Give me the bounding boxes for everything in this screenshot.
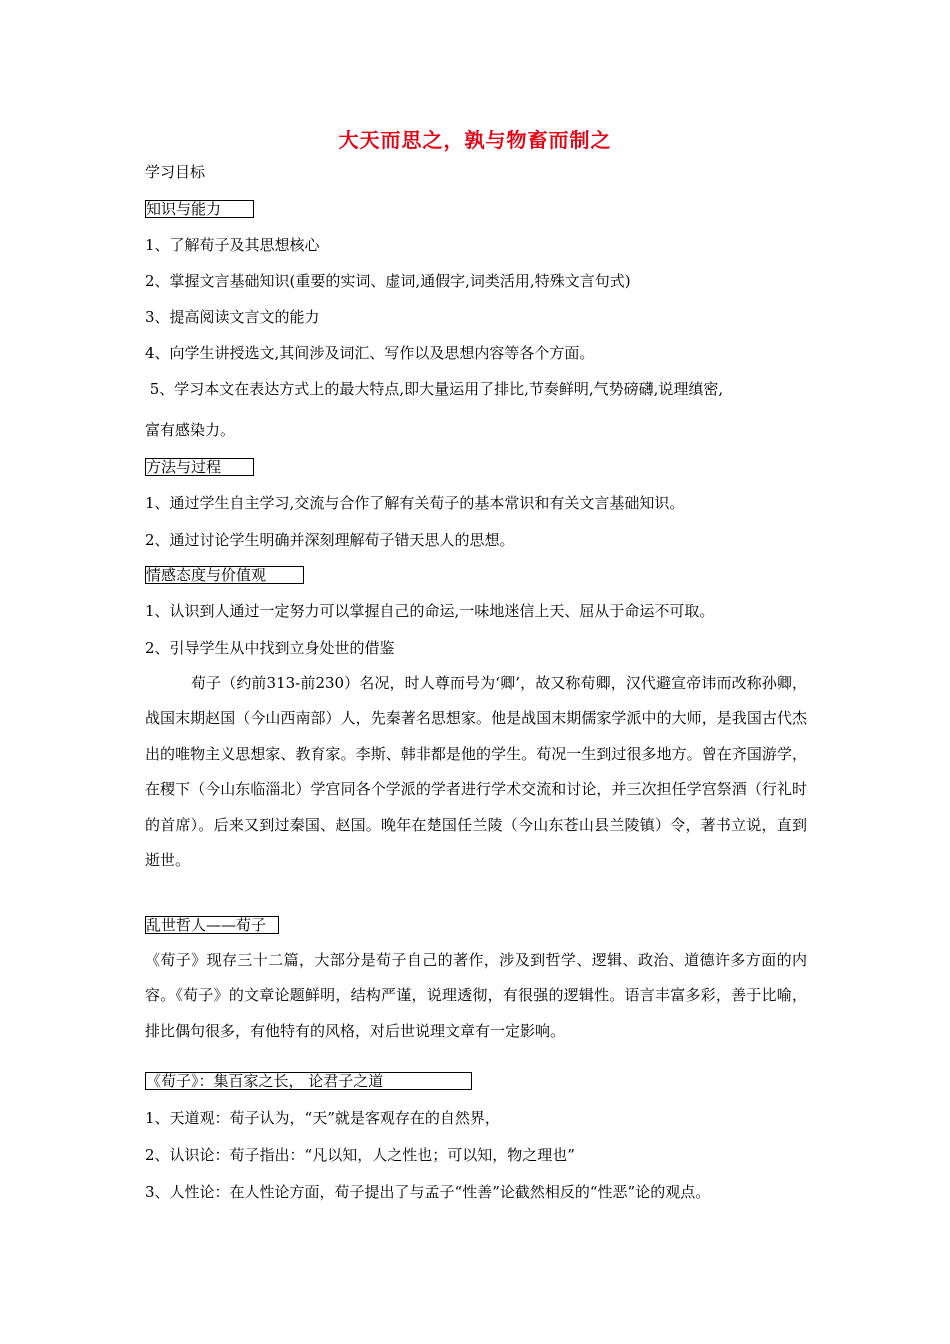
list-item: 3、提高阅读文言文的能力 bbox=[145, 308, 320, 326]
list-item: 2、掌握文言基础知识(重要的实词、虚词,通假字,词类活用,特殊文言句式) bbox=[145, 272, 631, 290]
document-title: 大天而思之，孰与物畜而制之 bbox=[338, 128, 612, 152]
section-label-knowledge: 知识与能力 bbox=[145, 200, 254, 218]
section-label-method: 方法与过程 bbox=[145, 458, 254, 476]
xunzi-paragraph: 《荀子》现存三十二篇，大部分是荀子自己的著作，涉及到哲学、逻辑、政治、道德许多方面的内容。《荀子》的文章论题鲜明，结构严谨，说理透彻，有很强的逻辑性。语言丰富多彩，善于比喻，排比偶句很多，有他特有的风格，对后世说理文章有一定影响。 bbox=[145, 951, 807, 1040]
list-item: 1、了解荀子及其思想核心 bbox=[145, 236, 320, 254]
section-heading: 学习目标 bbox=[145, 163, 206, 181]
list-item: 1、天道观：荀子认为，“天”就是客观存在的自然界， bbox=[145, 1109, 500, 1127]
list-item: 1、通过学生自主学习,交流与合作了解有关荀子的基本常识和有关文言基础知识。 bbox=[145, 494, 685, 512]
list-item: 2、引导学生从中找到立身处世的借鉴 bbox=[145, 639, 395, 657]
list-item: 5、学习本文在表达方式上的最大特点,即大量运用了排比,节奏鲜明,气势磅礴,说理缜密, bbox=[145, 380, 724, 398]
list-item: 3、人性论：在人性论方面，荀子提出了与孟子“性善”论截然相反的“性恶”论的观点。 bbox=[145, 1183, 711, 1201]
list-item: 2、通过讨论学生明确并深刻理解荀子错天思人的思想。 bbox=[145, 531, 515, 549]
section-label-doctrine: 《荀子》：集百家之长， 论君子之道 bbox=[145, 1072, 472, 1090]
list-item: 富有感染力。 bbox=[145, 421, 236, 439]
list-item: 1、认识到人通过一定努力可以掌握自己的命运,一味地迷信上天、屈从于命运不可取。 bbox=[145, 602, 715, 620]
section-label-philosopher: 乱世哲人——荀子 bbox=[145, 916, 279, 934]
list-item: 2、认识论：荀子指出：“凡以知，人之性也；可以知，物之理也” bbox=[145, 1146, 575, 1164]
section-label-values: 情感态度与价值观 bbox=[145, 566, 304, 584]
bio-paragraph: 荀子（约前313-前230）名况，时人尊而号为‘卿’，故又称荀卿，汉代避宣帝讳而改称孙卿，战国末期赵国（今山西南部）人，先秦著名思想家。他是战国末期儒家学派中的大师，是我国古代杰出的唯物主义思想家、教育家。李斯、韩非都是他的学生。荀况一生到过很多地方。曾在齐国游学，在稷下（今山东临淄北）学宫同各个学派的学者进行学术交流和讨论，并三次担任学宫祭酒（行礼时的首席）。后来又到过秦国、赵国。晚年在楚国任兰陵（今山东苍山县兰陵镇）令，著书立说，直到逝世。 bbox=[145, 674, 807, 870]
list-item: 4、向学生讲授选文,其间涉及词汇、写作以及思想内容等各个方面。 bbox=[145, 344, 595, 362]
